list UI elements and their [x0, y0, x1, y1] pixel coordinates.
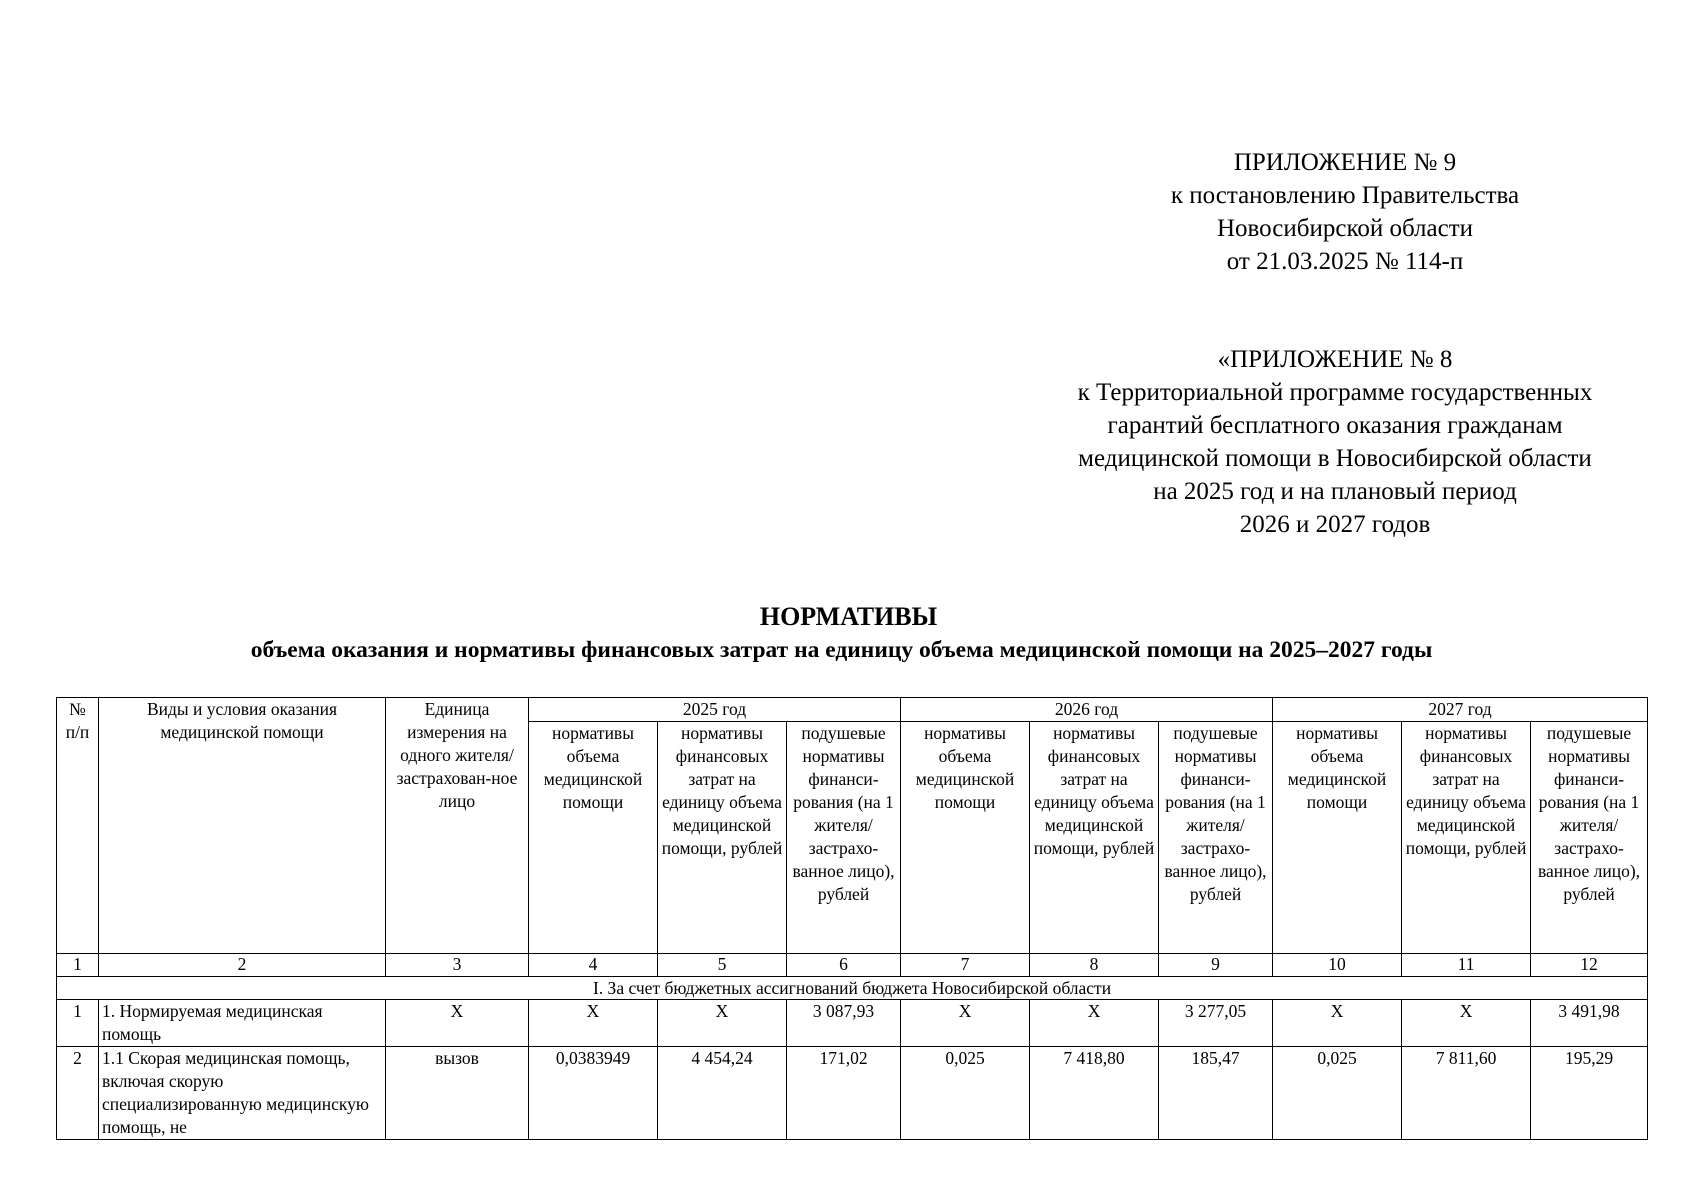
title-subtitle: объема оказания и нормативы финансовых затрат на единицу объема медицинской помощи на 2025–2027 годы — [250, 637, 1433, 663]
appendix-8-title: «ПРИЛОЖЕНИЕ № 8 — [1217, 346, 1453, 373]
row-value: 7 418,80 — [1030, 1047, 1159, 1140]
header-num: № п/п — [57, 698, 99, 954]
title-main: НОРМАТИВЫ — [759, 602, 938, 631]
appendix-9-title: ПРИЛОЖЕНИЕ № 9 — [1233, 149, 1457, 176]
section-row — [57, 977, 1648, 1000]
header-cost-norm: нормативы финансовых затрат на единицу объема медицинской помощи, рублей — [1402, 722, 1531, 954]
row-value: 4 454,24 — [658, 1047, 787, 1140]
header-year-2027: 2027 год — [1273, 698, 1648, 722]
header-per-capita-norm: подушевые нормативы финанси-рования (на 1 жителя/ застрахо-ванное лицо), рублей — [1531, 722, 1648, 954]
column-number: 12 — [1531, 954, 1648, 977]
row-value: Х — [1030, 1000, 1159, 1047]
header-year-2026: 2026 год — [901, 698, 1273, 722]
column-number: 6 — [787, 954, 901, 977]
appendix-8-line: на 2025 год и на плановый период — [1153, 478, 1517, 505]
header-cost-norm: нормативы финансовых затрат на единицу объема медицинской помощи, рублей — [1030, 722, 1159, 954]
document-title — [0, 600, 1697, 666]
row-num: 2 — [57, 1047, 99, 1140]
appendix-8-line: медицинской помощи в Новосибирской области — [1078, 445, 1592, 472]
header-per-capita-norm: подушевые нормативы финанси-рования (на 1 жителя/ застрахо-ванное лицо), рублей — [1159, 722, 1273, 954]
appendix-9-stamp — [995, 146, 1695, 278]
column-number: 9 — [1159, 954, 1273, 977]
row-value: 3 491,98 — [1531, 1000, 1648, 1047]
row-value: 3 087,93 — [787, 1000, 901, 1047]
column-number: 7 — [901, 954, 1030, 977]
appendix-8-line: 2026 и 2027 годов — [1239, 511, 1431, 538]
row-name: 1.1 Скорая медицинская помощь, включая скорую специализированную медицинскую помощь, не — [99, 1047, 386, 1140]
norms-table — [56, 697, 1648, 1140]
header-per-capita-norm: подушевые нормативы финанси-рования (на 1 жителя/ застрахо-ванное лицо), рублей — [787, 722, 901, 954]
column-number: 2 — [99, 954, 386, 977]
row-unit: вызов — [386, 1047, 529, 1140]
header-year-2025: 2025 год — [529, 698, 901, 722]
column-number: 4 — [529, 954, 658, 977]
row-value: 171,02 — [787, 1047, 901, 1140]
row-value: Х — [1402, 1000, 1531, 1047]
header-volume-norm: нормативы объема медицинской помощи — [901, 722, 1030, 954]
header-volume-norm: нормативы объема медицинской помощи — [529, 722, 658, 954]
row-value: Х — [1273, 1000, 1402, 1047]
header-types: Виды и условия оказания медицинской помощи — [99, 698, 386, 954]
column-number: 5 — [658, 954, 787, 977]
column-number: 8 — [1030, 954, 1159, 977]
row-value: 0,025 — [1273, 1047, 1402, 1140]
column-numbers-row — [57, 954, 1648, 977]
row-value: 185,47 — [1159, 1047, 1273, 1140]
appendix-8-stamp — [1010, 343, 1660, 541]
appendix-8-line: гарантий бесплатного оказания гражданам — [1107, 412, 1563, 439]
table-row — [57, 1000, 1648, 1047]
row-value: 195,29 — [1531, 1047, 1648, 1140]
row-value: 7 811,60 — [1402, 1047, 1531, 1140]
row-value: Х — [529, 1000, 658, 1047]
row-value: 3 277,05 — [1159, 1000, 1273, 1047]
header-unit: Единица измерения на одного жителя/ застрахован-ное лицо — [386, 698, 529, 954]
appendix-8-line: к Территориальной программе государственных — [1077, 379, 1593, 406]
column-number: 11 — [1402, 954, 1531, 977]
row-value: Х — [901, 1000, 1030, 1047]
row-num: 1 — [57, 1000, 99, 1047]
column-number: 1 — [57, 954, 99, 977]
header-cost-norm: нормативы финансовых затрат на единицу объема медицинской помощи, рублей — [658, 722, 787, 954]
row-value: 0,025 — [901, 1047, 1030, 1140]
table-row — [57, 1047, 1648, 1140]
row-value: Х — [658, 1000, 787, 1047]
header-volume-norm: нормативы объема медицинской помощи — [1273, 722, 1402, 954]
appendix-9-date: от 21.03.2025 № 114-п — [1226, 248, 1464, 275]
appendix-9-line: к постановлению Правительства — [1170, 182, 1520, 209]
row-name: 1. Нормируемая медицинская помощь — [99, 1000, 386, 1047]
appendix-9-line: Новосибирской области — [1216, 215, 1474, 242]
section-title: I. За счет бюджетных ассигнований бюджета Новосибирской области — [57, 977, 1648, 1000]
column-number: 10 — [1273, 954, 1402, 977]
column-number: 3 — [386, 954, 529, 977]
row-unit: Х — [386, 1000, 529, 1047]
row-value: 0,0383949 — [529, 1047, 658, 1140]
